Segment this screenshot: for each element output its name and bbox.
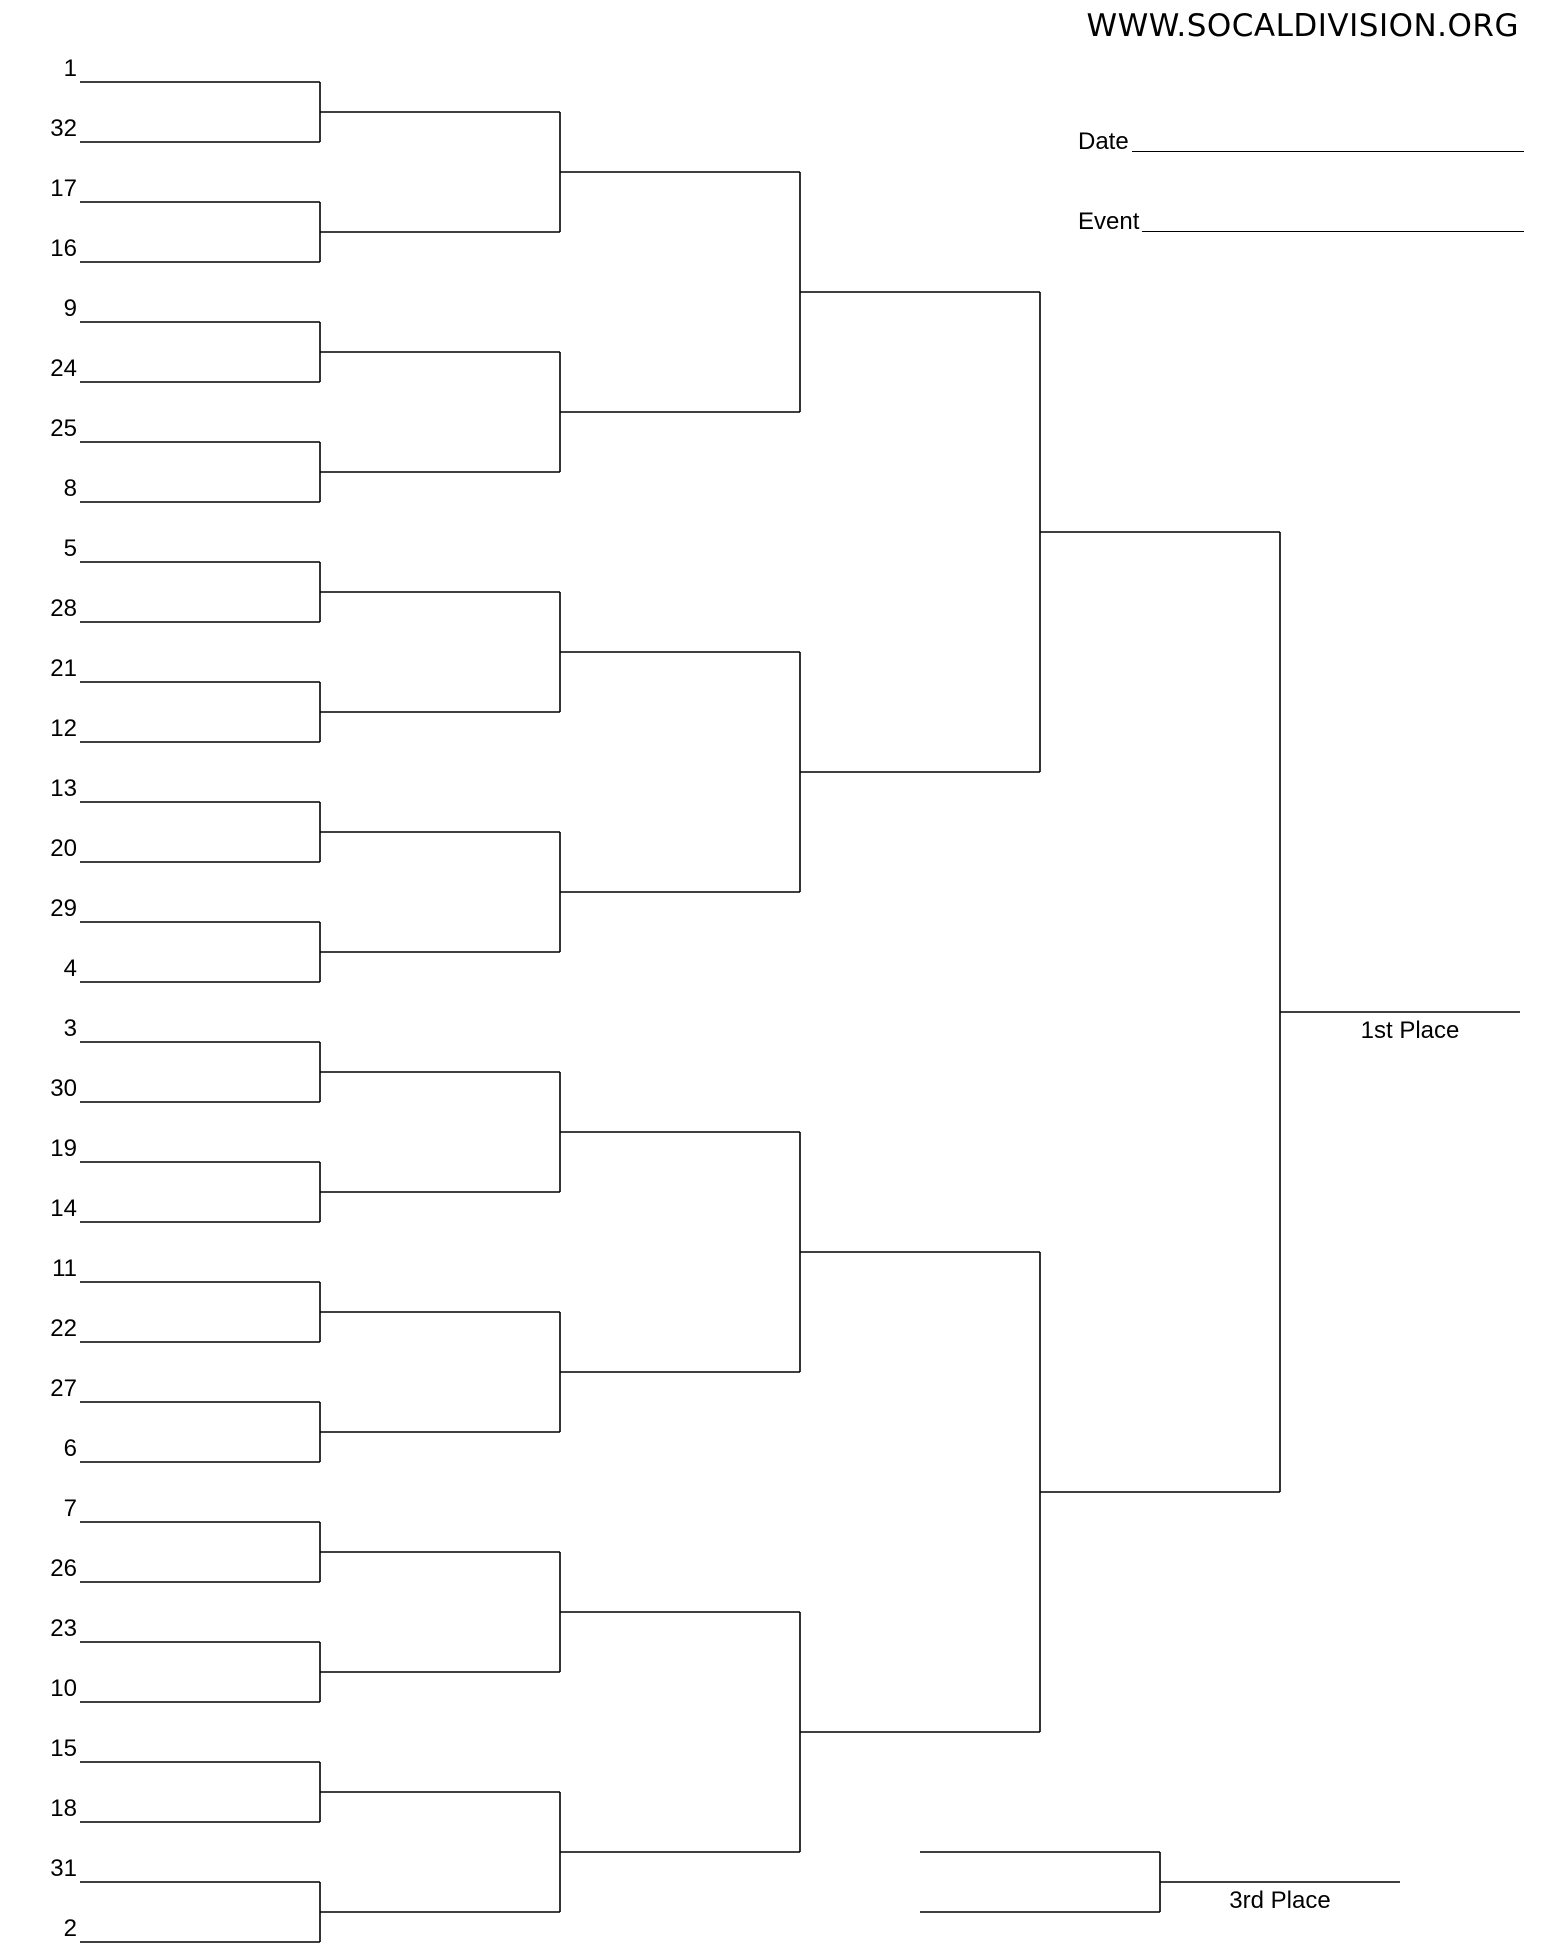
seed-label: 5 [63,535,77,562]
third-place-label: 3rd Place [1229,1887,1331,1914]
seed-label: 23 [50,1615,77,1642]
seed-label: 9 [63,295,77,322]
seed-label: 16 [50,235,77,262]
seed-label: 28 [50,595,77,622]
seed-label: 8 [63,475,77,502]
seed-label: 4 [63,955,77,982]
seed-label: 13 [50,775,77,802]
seed-label: 1 [63,55,77,82]
seed-label: 30 [50,1075,77,1102]
seed-label: 29 [50,895,77,922]
seed-label: 24 [50,355,77,382]
seed-label: 31 [50,1855,77,1882]
seed-label: 26 [50,1555,77,1582]
date-label: Date [1078,128,1129,155]
event-label: Event [1078,208,1140,235]
seed-label: 20 [50,835,77,862]
seed-label: 21 [50,655,77,682]
site-url: WWW.SOCALDIVISION.ORG [1086,8,1519,44]
seed-label: 12 [50,715,77,742]
seed-label: 17 [50,175,77,202]
seed-label: 15 [50,1735,77,1762]
seed-label: 10 [50,1675,77,1702]
seed-label: 7 [63,1495,77,1522]
seed-label: 19 [50,1135,77,1162]
seed-label: 14 [50,1195,77,1222]
first-place-label: 1st Place [1360,1017,1460,1044]
seed-label: 32 [50,115,77,142]
seed-label: 25 [50,415,77,442]
seed-label: 3 [63,1015,77,1042]
seed-label: 22 [50,1315,77,1342]
seed-label: 2 [63,1915,77,1942]
seed-label: 11 [52,1255,77,1282]
seed-label: 6 [63,1435,77,1462]
seed-label: 18 [50,1795,77,1822]
seed-label: 27 [50,1375,77,1402]
